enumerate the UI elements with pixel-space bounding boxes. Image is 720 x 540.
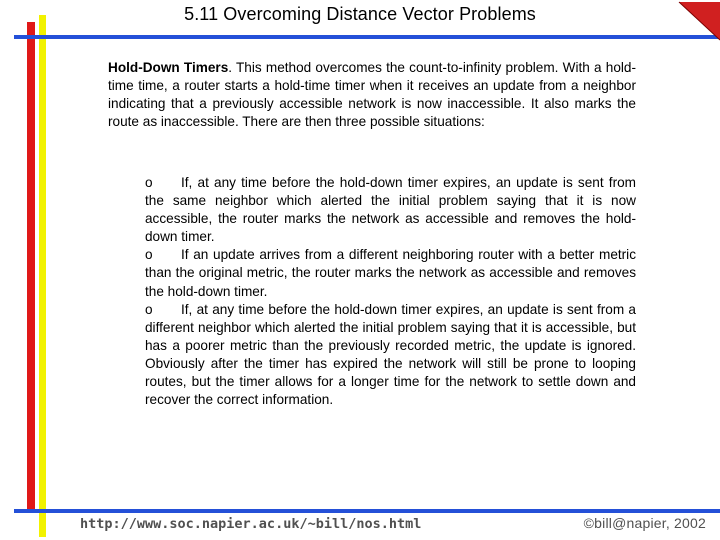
footer-copyright: ©bill@napier, 2002 xyxy=(583,515,706,531)
main-content xyxy=(108,59,636,131)
yellow-vertical-bar xyxy=(39,15,46,537)
situation-item xyxy=(145,174,636,246)
intro-text: . This method overcomes the count-to-infinity problem. With a hold-time time, a router starts a hold-time timer when it receives an update from a neighbor indicating that a previously accessible network is now inaccessible. It also marks the route as inaccessible. There are then three possible situations: xyxy=(108,60,636,130)
situation-text: If an update arrives from a different neighboring router with a better metric than the original metric, the router marks the network as accessible and removes the hold-down timer. xyxy=(145,247,636,299)
slide-title: 5.11 Overcoming Distance Vector Problems xyxy=(184,4,536,24)
situation-item xyxy=(145,301,636,410)
situation-item xyxy=(145,246,636,300)
blue-bottom-rule xyxy=(14,509,720,513)
intro-heading: Hold-Down Timers xyxy=(108,60,229,75)
red-vertical-bar xyxy=(27,22,35,510)
blue-top-rule xyxy=(14,35,720,39)
bullet-marker: o xyxy=(145,301,153,317)
situation-text: If, at any time before the hold-down timer expires, an update is sent from the same neighbor which alerted the initial problem saying that it is now accessible, the router marks the network as accessible and removes the hold-down timer. xyxy=(145,175,636,245)
situations-list xyxy=(145,174,636,409)
situation-text: If, at any time before the hold-down timer expires, an update is sent from a different neighbor which alerted the initial problem saying that it is accessible, but has a poorer metric than the previously recorded metric, the update is ignored. Obviously after the timer has expired the network will still be prone to looping routes, but the timer allows for a longer time for the network to settle down and recover the correct information. xyxy=(145,301,636,408)
intro-paragraph xyxy=(108,59,636,131)
footer-url: http://www.soc.napier.ac.uk/~bill/nos.html xyxy=(80,516,422,532)
bullet-marker: o xyxy=(145,247,153,263)
bullet-marker: o xyxy=(145,175,153,190)
